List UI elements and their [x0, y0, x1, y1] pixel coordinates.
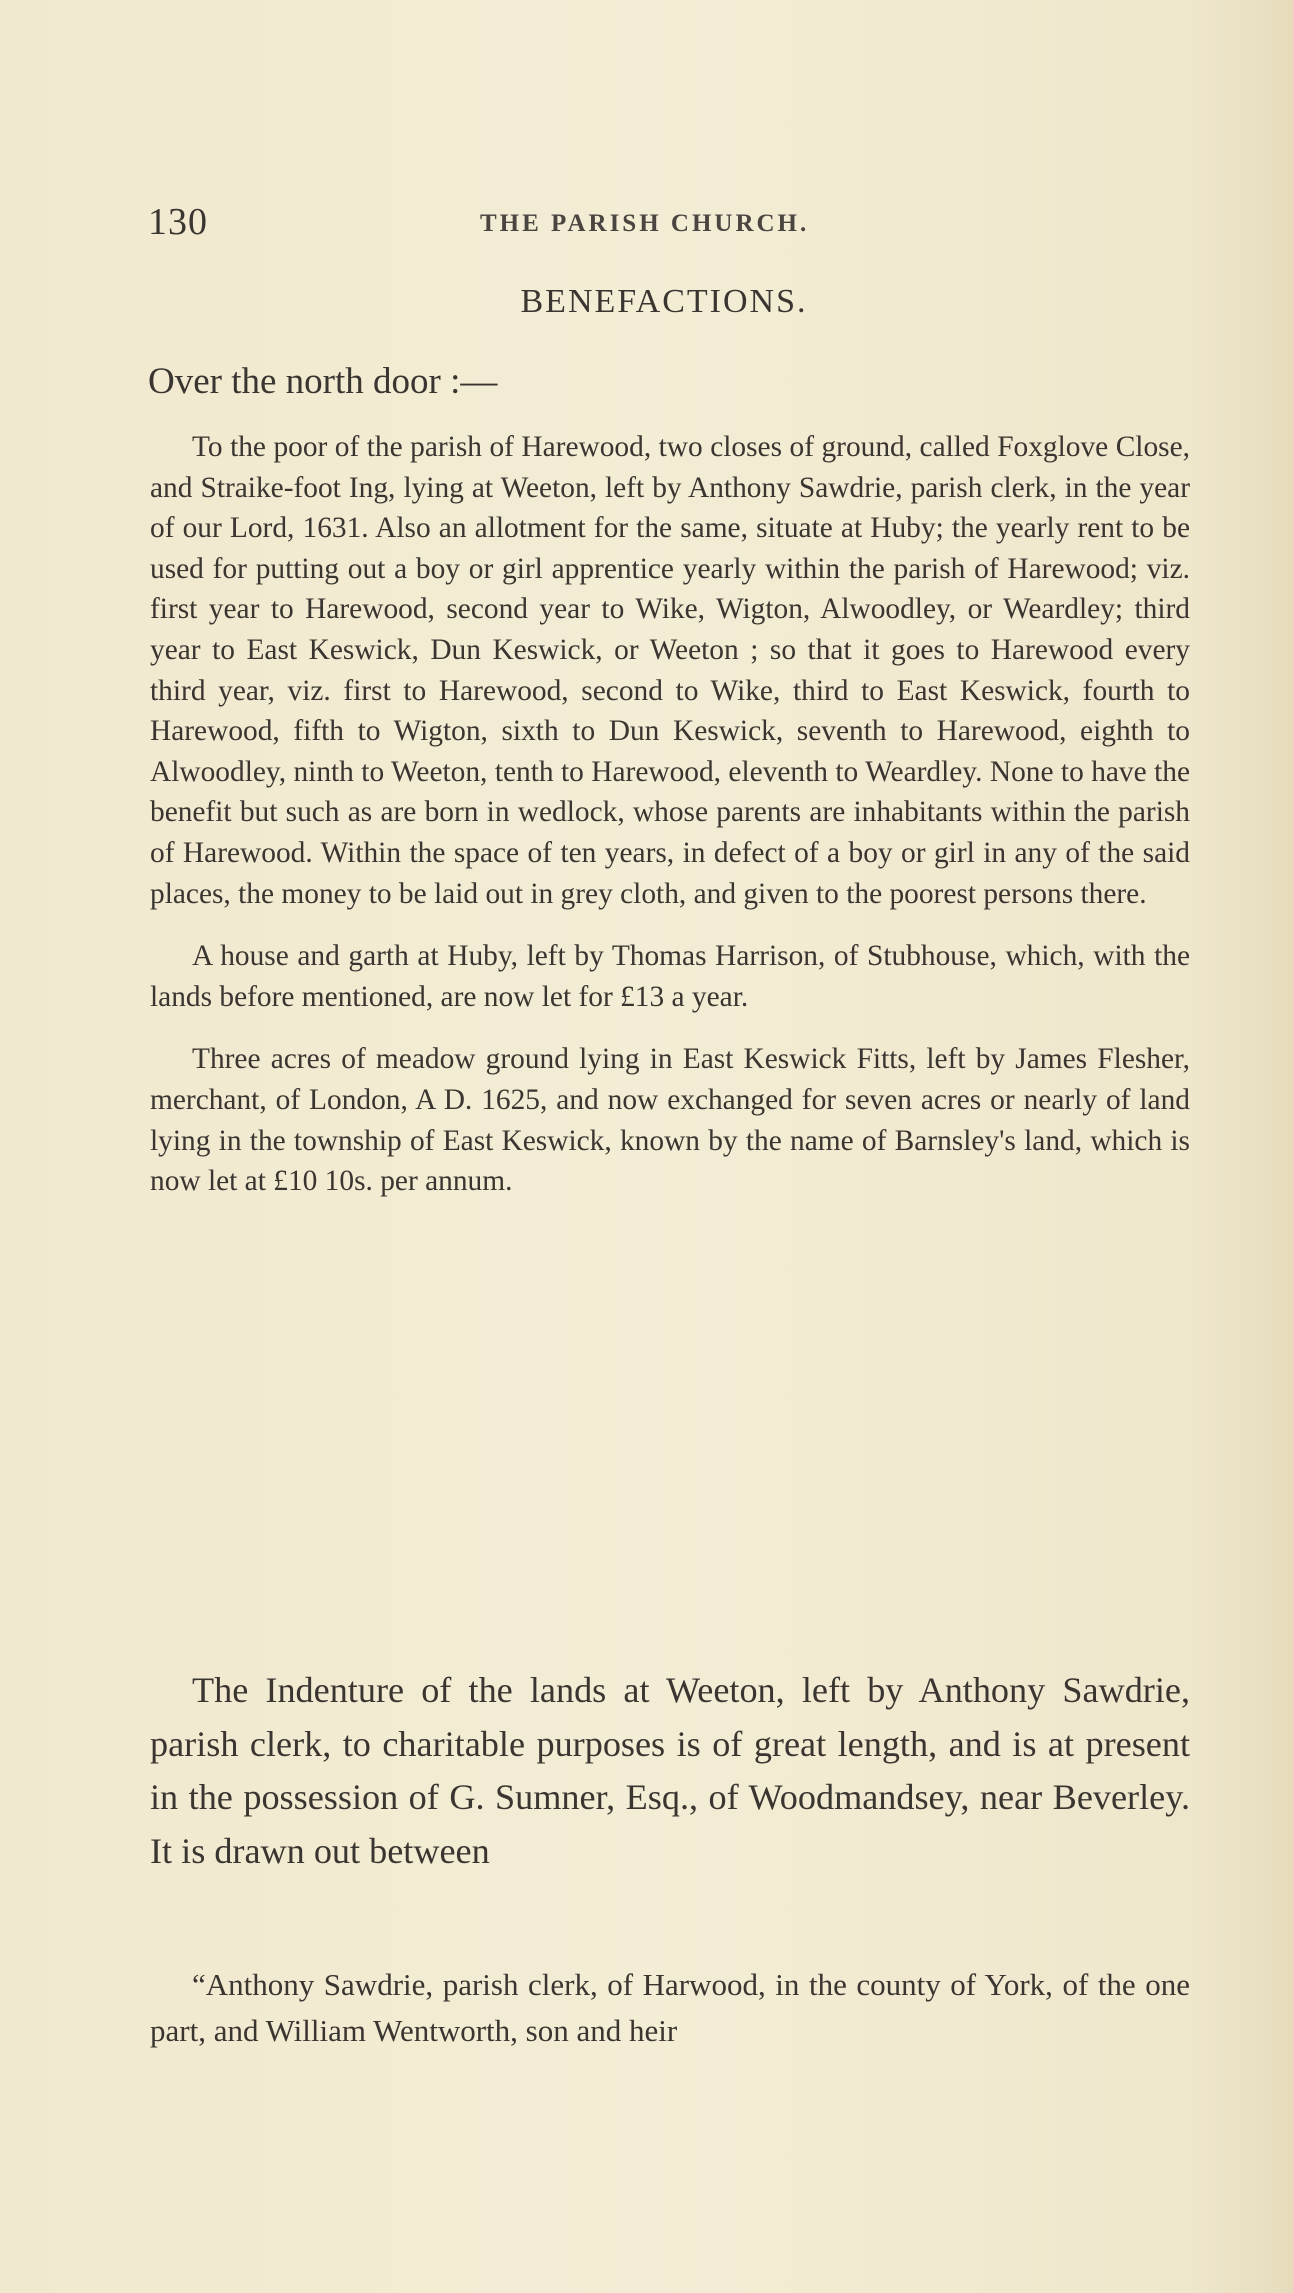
- intro-line: Over the north door :—: [148, 361, 498, 402]
- paragraph-flesher-bequest: Three acres of meadow ground lying in East Keswick Fitts, left by James Flesher, merchant, of London, A D. 1625, and now exchanged for seven acres or nearly of land lying in the township of East Keswick, known by the name of Barnsley's land, which is now let at £10 10s. per annum.: [150, 1043, 1190, 1198]
- indenture-block: [150, 1664, 1190, 1878]
- benefactions-list: [150, 427, 1190, 1202]
- paragraph-harrison-bequest: A house and garth at Huby, left by Thomas Harrison, of Stubhouse, which, with the lands before mentioned, are now let for £13 a year.: [150, 940, 1190, 1013]
- running-head: THE PARISH CHURCH.: [480, 210, 810, 237]
- paragraph-sawdrie-bequest: To the poor of the parish of Harewood, two closes of ground, called Foxglove Close, and Straike-foot Ing, lying at Weeton, left by Anthony Sawdrie, parish clerk, in the year of our Lord, 1631. Also an allotment for the same, situate at Huby; the yearly rent to be used for putting out a boy or girl apprentice yearly within the parish of Harewood; viz. first year to Harewood, second year to Wike, Wigton, Alwoodley, or Weardley; third year to East Keswick, Dun Keswick, or Weeton ; so that it goes to Harewood every third year, viz. first to Harewood, second to Wike, third to East Keswick, fourth to Harewood, fifth to Wigton, sixth to Dun Keswick, seventh to Harewood, eighth to Alwoodley, ninth to Weeton, tenth to Harewood, eleventh to Weardley. None to have the benefit but such as are born in wedlock, whose parents are inhabitants within the parish of Harewood. Within the space of ten years, in defect of a boy or girl in any of the said places, the money to be laid out in grey cloth, and given to the poorest persons there.: [150, 431, 1190, 910]
- quote-block: [150, 1962, 1190, 2054]
- paragraph-indenture: The Indenture of the lands at Weeton, left by Anthony Sawdrie, parish clerk, to charitable purposes is of great length, and is at present in the possession of G. Sumner, Esq., of Woodmandsey, near Beverley. It is drawn out between: [150, 1670, 1190, 1871]
- page-header: [148, 200, 1198, 250]
- section-title: BENEFACTIONS.: [520, 283, 808, 320]
- page-number: 130: [148, 201, 208, 243]
- paragraph-quote: “Anthony Sawdrie, parish clerk, of Harwood, in the county of York, of the one part, and William Wentworth, son and heir: [150, 1967, 1190, 2048]
